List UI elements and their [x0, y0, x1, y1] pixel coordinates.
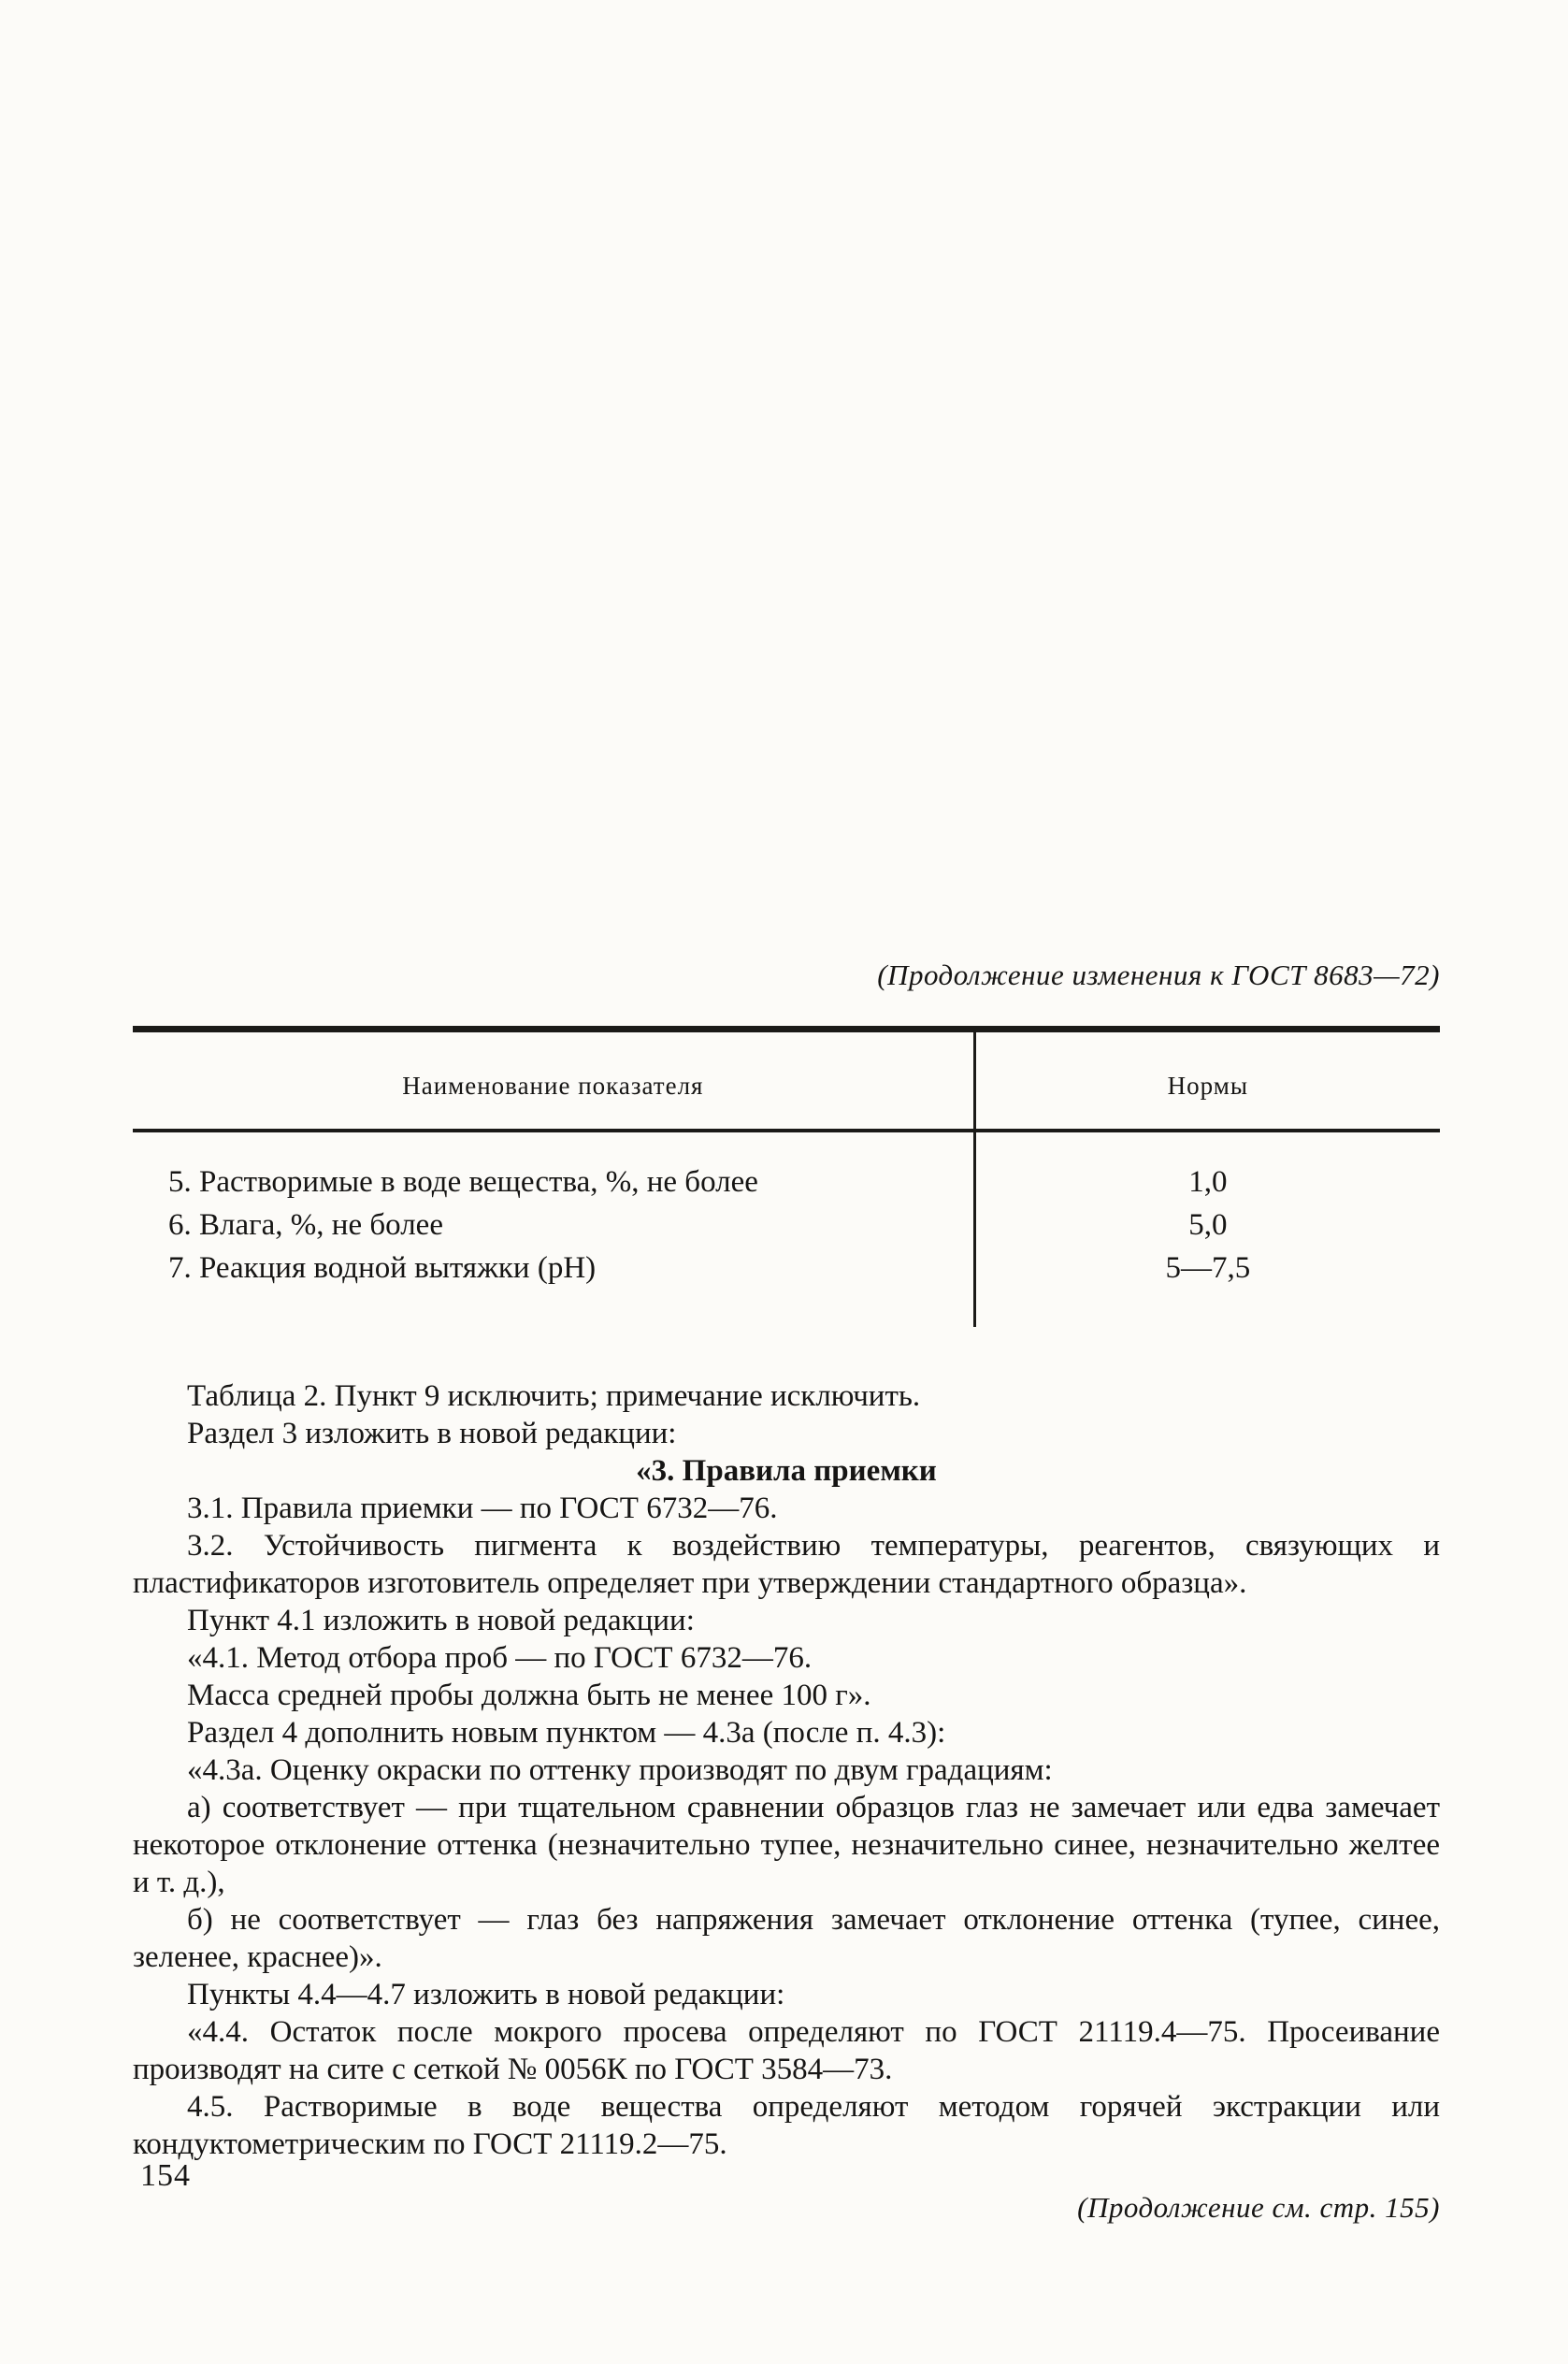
table-header-row [133, 1032, 1440, 1132]
paragraph: Пункт 4.1 изложить в новой редакции: [187, 1604, 695, 1637]
section-heading: «3. Правила приемки [636, 1454, 937, 1488]
page-content [133, 959, 1440, 2225]
paragraph: Таблица 2. Пункт 9 исключить; примечание исключить. [187, 1379, 921, 1413]
paragraph: «4.4. Остаток после мокрого просева определяют по ГОСТ 21119.4—75. Просеивание производят на сите с сеткой № 0056К по ГОСТ 3584—73. [133, 2015, 1440, 2086]
row-value: 5,0 [1188, 1208, 1228, 1242]
row-value: 1,0 [1188, 1165, 1228, 1199]
paragraph: Пункты 4.4—4.7 изложить в новой редакции: [187, 1978, 785, 2011]
norms-table [133, 1026, 1440, 1327]
table-row [133, 1204, 1440, 1247]
paragraph: 3.1. Правила приемки — по ГОСТ 6732—76. [187, 1492, 778, 1525]
paragraph: б) не соответствует — глаз без напряжения замечает отклонение оттенка (тупее, синее, зеленее, краснее)». [133, 1903, 1440, 1974]
amendment-text [133, 1377, 1440, 2163]
table-header-norm: Нормы [1167, 1072, 1248, 1100]
table-row [133, 1247, 1440, 1327]
paragraph: а) соответствует — при тщательном сравнении образцов глаз не замечает или едва замечает некоторое отклонение оттенка (незначительно тупее, незначительно синее, незначительно желтее и т. д.), [133, 1791, 1440, 1899]
paragraph: 3.2. Устойчивость пигмента к воздействию температуры, реагентов, связующих и пластификаторов изготовитель определяет при утверждении стандартного образца». [133, 1529, 1440, 1600]
row-name: 5. Растворимые в воде вещества, %, не более [133, 1132, 976, 1204]
table-row [133, 1132, 1440, 1204]
table-header-name: Наименование показателя [133, 1032, 976, 1129]
continuation-note-bottom: (Продолжение см. стр. 155) [1077, 2191, 1440, 2224]
row-value: 5—7,5 [1165, 1251, 1251, 1285]
paragraph: Раздел 4 дополнить новым пунктом — 4.3а (после п. 4.3): [187, 1716, 946, 1750]
paragraph: «4.3а. Оценку окраски по оттенку производят по двум градациям: [187, 1753, 1053, 1787]
row-name: 6. Влага, %, не более [133, 1204, 976, 1247]
row-name: 7. Реакция водной вытяжки (рН) [133, 1247, 976, 1327]
paragraph: 4.5. Растворимые в воде вещества определяют методом горячей экстракции или кондуктометрическим по ГОСТ 21119.2—75. [133, 2090, 1440, 2161]
paragraph: «4.1. Метод отбора проб — по ГОСТ 6732—76. [187, 1641, 813, 1675]
table-body [133, 1132, 1440, 1327]
paragraph: Раздел 3 изложить в новой редакции: [187, 1417, 677, 1450]
paragraph: Масса средней пробы должна быть не менее 100 г». [187, 1679, 871, 1712]
page-number: 154 [140, 2158, 191, 2193]
continuation-note-top: (Продолжение изменения к ГОСТ 8683—72) [877, 959, 1440, 991]
